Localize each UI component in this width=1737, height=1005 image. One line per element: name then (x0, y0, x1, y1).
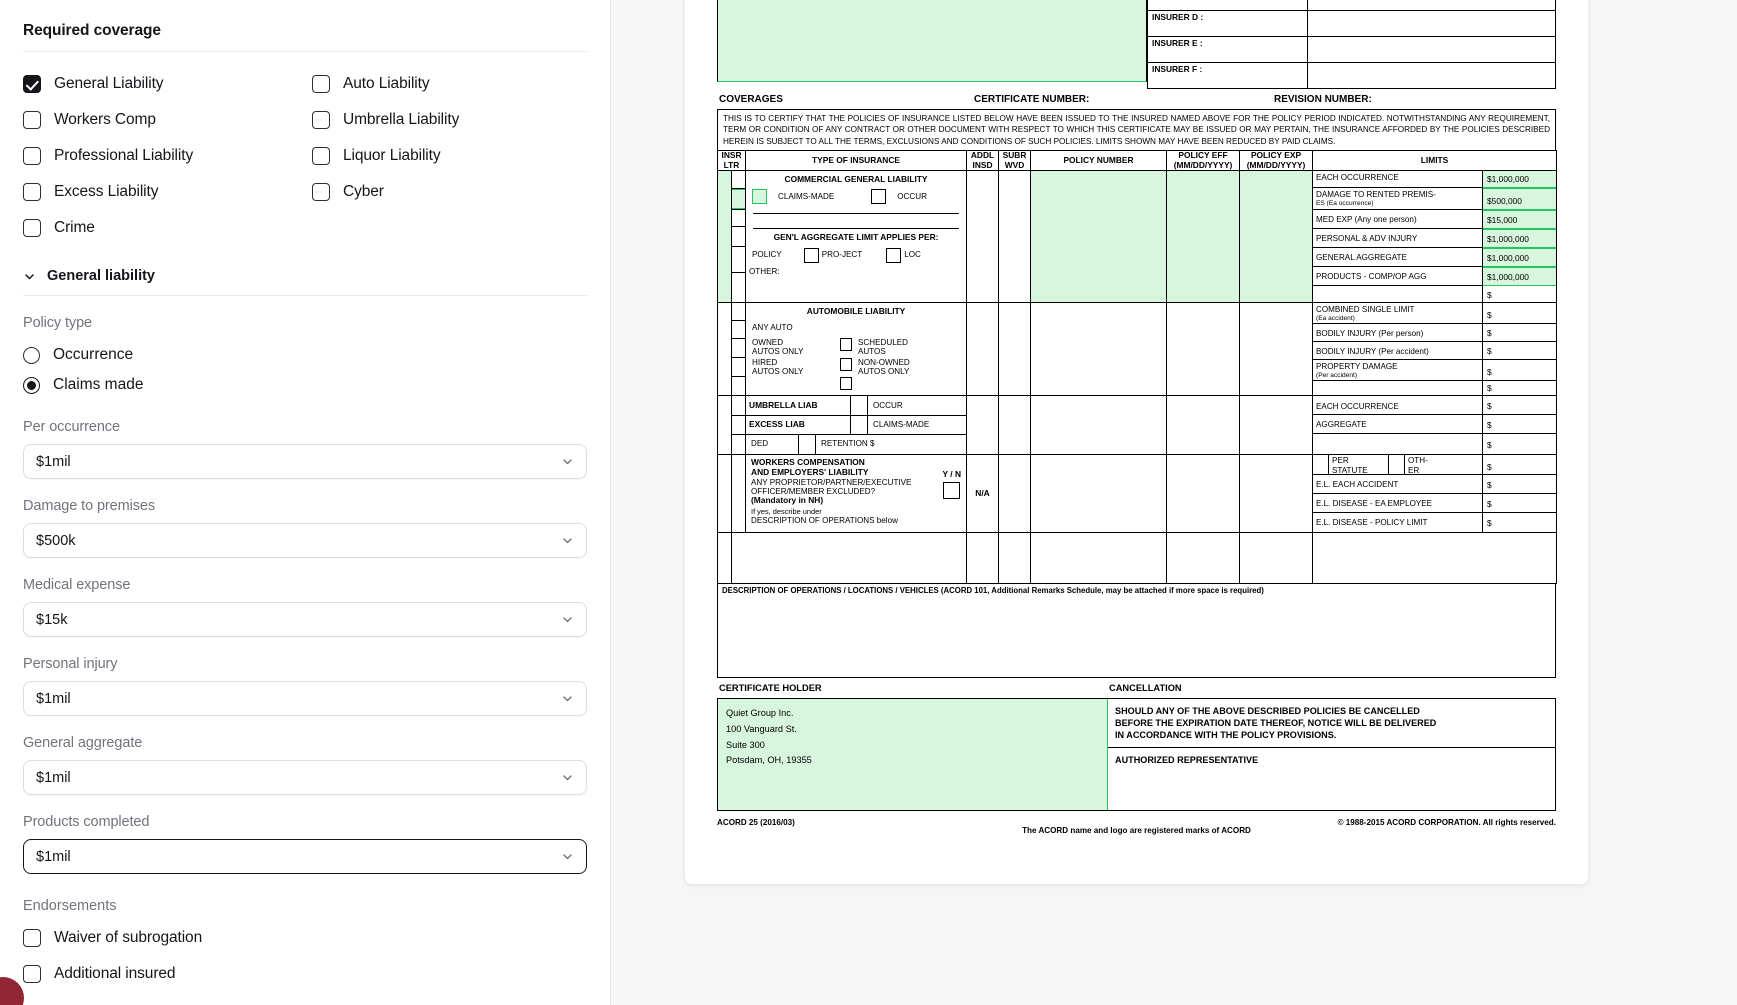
auto-owned-label: OWNED (752, 338, 784, 348)
wc-mandatory-note: (Mandatory in NH) (751, 495, 824, 506)
field-general-aggregate (23, 716, 587, 795)
cell-gl-policy-number[interactable] (1031, 171, 1167, 303)
checkbox-box-additional-insured[interactable] (23, 965, 41, 983)
description-of-operations-field[interactable] (718, 599, 1555, 677)
insured-name-box (717, 0, 1147, 82)
checkbox-wc-per-statute[interactable] (1313, 455, 1329, 474)
chevron-down-icon (561, 692, 574, 705)
document-viewer (611, 0, 1737, 1005)
checkbox-workers-comp[interactable] (23, 102, 312, 138)
checkbox-box-waiver-of-subrogation[interactable] (23, 929, 41, 947)
cell-gl-limit-labels (1313, 171, 1483, 303)
certificate-holder-box[interactable] (718, 699, 1108, 810)
cell-insr-ltr[interactable] (718, 303, 732, 396)
wc-question-1: ANY PROPRIETOR/PARTNER/EXECUTIVE (751, 477, 912, 487)
col-header-limits: LIMITS (1313, 151, 1557, 171)
insurer-row (1148, 62, 1556, 88)
authorized-representative-signature-field[interactable] (1108, 772, 1555, 810)
cell-gl-policy-exp[interactable] (1240, 171, 1313, 303)
gl-limit-label: EACH OCCURRENCE (1313, 171, 1482, 188)
authorized-representative-label: AUTHORIZED REPRESENTATIVE (1115, 755, 1259, 766)
auto-any-auto-label: ANY AUTO (752, 322, 793, 332)
page-title: Required coverage (23, 22, 161, 39)
policy-table-header-row (718, 151, 1557, 171)
select-per-occurrence[interactable] (23, 444, 587, 479)
umbrella-ded-label: DED (751, 439, 769, 449)
cell-wc-policy-exp[interactable] (1240, 455, 1313, 533)
wc-limit-label: E.L. EACH ACCIDENT (1313, 475, 1482, 494)
checkbox-crime[interactable] (23, 210, 312, 246)
select-value: $1mil (36, 848, 71, 865)
checkbox-waiver-of-subrogation[interactable] (23, 920, 587, 956)
gl-limit-value[interactable]: $1,000,000 (1483, 248, 1556, 267)
checkbox-box-auto-liability[interactable] (312, 75, 330, 93)
radio-label: Occurrence (53, 346, 134, 363)
field-damage-to-premises (23, 479, 587, 558)
cursor-indicator (0, 977, 24, 1005)
auto-limit-value[interactable]: $ (1483, 360, 1556, 381)
checkbox-gl-loc[interactable] (886, 248, 901, 263)
gl-limit-label: PRODUCTS - COMP/OP AGG (1313, 267, 1482, 286)
umbrella-retention-label: RETENTION $ (821, 439, 875, 449)
acord-form (717, 0, 1556, 835)
select-value: $500k (36, 532, 76, 549)
checkbox-gl-occur[interactable] (871, 189, 886, 204)
cell-auto-policy-eff[interactable] (1167, 303, 1240, 396)
chevron-down-icon (561, 771, 574, 784)
cell-gl-addl-insd[interactable] (967, 171, 999, 303)
radio-circle-claims-made[interactable] (23, 377, 40, 394)
col-header-policy-number: POLICY NUMBER (1031, 151, 1167, 171)
cell-blank-type[interactable] (732, 533, 967, 584)
checkbox-label: Additional insured (54, 965, 176, 982)
umb-limit-value[interactable]: $ (1483, 415, 1556, 434)
gl-limit-value[interactable]: $1,000,000 (1483, 229, 1556, 248)
gl-aggregate-applies-label: GEN'L AGGREGATE LIMIT APPLIES PER: (773, 231, 939, 242)
cancellation-line: IN ACCORDANCE WITH THE POLICY PROVISIONS. (1115, 730, 1337, 741)
auto-limit-label: BODILY INJURY (Per person) (1313, 324, 1482, 342)
auto-nonowned-label2: AUTOS ONLY (858, 367, 910, 377)
auto-limit-sublabel: (Per accident) (1316, 371, 1358, 379)
checkbox-box-umbrella-liability[interactable] (312, 111, 330, 129)
holder-line: Suite 300 (726, 739, 765, 750)
wc-limit-value[interactable]: $ (1483, 475, 1556, 494)
umb-limit-label: AGGREGATE (1313, 415, 1482, 434)
select-value: $1mil (36, 769, 71, 786)
auto-title: AUTOMOBILE LIABILITY (806, 306, 906, 317)
auto-nonowned-label: NON-OWNED (858, 357, 910, 367)
cell-auto-subr-wvd[interactable] (999, 303, 1031, 396)
checkbox-box-general-liability[interactable] (23, 75, 41, 93)
cancellation-line: SHOULD ANY OF THE ABOVE DESCRIBED POLICIES BE CANCELLED (1115, 705, 1420, 716)
checkbox-auto-nonowned[interactable] (840, 358, 852, 371)
auto-limit-label: PROPERTY DAMAGE (1316, 362, 1398, 372)
select-medical-expense[interactable] (23, 602, 587, 637)
acord-footer (717, 811, 1556, 835)
cell-auto-addl-insd[interactable] (967, 303, 999, 396)
checkbox-label: Crime (54, 219, 95, 236)
cell-wc-subr-wvd[interactable] (999, 455, 1031, 533)
cell-gl-subr-wvd[interactable] (999, 171, 1031, 303)
auto-hired-label2: AUTOS ONLY (752, 367, 804, 377)
checkbox-additional-insured[interactable] (23, 956, 587, 992)
cell-auto-policy-exp[interactable] (1240, 303, 1313, 396)
insurer-value[interactable] (1308, 36, 1556, 62)
checkbox-general-liability[interactable] (23, 66, 312, 102)
policy-row-blank (718, 533, 1557, 584)
cell-wc-policy-number[interactable] (1031, 455, 1167, 533)
wc-other-2: ER (1408, 465, 1420, 475)
policy-row-workers-compensation (718, 455, 1557, 533)
chevron-down-icon (561, 534, 574, 547)
certification-paragraph: THIS IS TO CERTIFY THAT THE POLICIES OF INSURANCE LISTED BELOW HAVE BEEN ISSUED TO THE INSURED NAMED ABOVE FOR THE POLICY PERIOD INDICATED. NOTWITHSTANDING ANY REQUIREMENT, TERM OR CONDITION OF ANY CONTRACT OR OTHER DOCUMENT WITH RESPECT TO WHICH THIS CERTIFICATE MAY BE ISSUED OR MAY PERTAIN, THE INSURANCE AFFORDED BY THE POLICIES DESCRIBED HEREIN IS SUBJECT TO ALL THE TERMS, EXCLUSIONS AND CONDITIONS OF SUCH POLICIES. LIMITS SHOWN MAY HAVE BEEN REDUCED BY PAID CLAIMS. (717, 109, 1556, 152)
cell-wc-description (746, 455, 967, 533)
cell-wc-limit-labels (1313, 455, 1483, 533)
chevron-down-icon (561, 850, 574, 863)
radio-label: Claims made (53, 376, 144, 393)
auto-limit-value[interactable]: $ (1483, 324, 1556, 342)
checkbox-excess-liability[interactable] (23, 174, 312, 210)
cell-umb-limit-labels (1313, 396, 1483, 455)
wc-limit-value[interactable]: $ (1487, 518, 1492, 529)
cell-gl-description (746, 171, 967, 303)
checkbox-label: Liquor Liability (343, 147, 441, 164)
cell-blank-policy-eff[interactable] (1167, 533, 1240, 584)
field-label: General aggregate (23, 735, 143, 751)
select-value: $15k (36, 611, 68, 628)
cell-insr-ltr[interactable] (718, 455, 732, 533)
select-value: $1mil (36, 690, 71, 707)
cell-umb-policy-number[interactable] (1031, 396, 1167, 455)
select-products-completed[interactable] (23, 839, 587, 874)
wc-statute-value[interactable]: $ (1483, 455, 1556, 475)
auto-limit-label: COMBINED SINGLE LIMIT (1316, 305, 1415, 315)
field-personal-injury (23, 637, 587, 716)
checkbox-umbrella-ded[interactable] (798, 435, 816, 454)
select-value: $1mil (36, 453, 71, 470)
cell-umb-policy-exp[interactable] (1240, 396, 1313, 455)
policy-row-general-liability (718, 171, 1557, 303)
holder-line: Quiet Group Inc. (726, 707, 794, 718)
field-label: Products completed (23, 814, 150, 830)
insurer-label: INSURER D : (1148, 10, 1308, 36)
revision-number-label: REVISION NUMBER: (1274, 93, 1372, 105)
cell-gl-type-boxes (732, 171, 746, 303)
gl-limit-value[interactable]: $1,000,000 (1483, 171, 1556, 188)
radio-occurrence[interactable] (23, 340, 587, 370)
holder-line: Potsdam, OH, 19355 (726, 755, 812, 766)
auto-limit-value[interactable]: $ (1483, 303, 1556, 324)
gl-limit-label: MED EXP (Any one person) (1313, 210, 1482, 229)
gl-limit-sublabel: ES (Ea occurrence) (1316, 199, 1374, 207)
checkbox-auto-extra[interactable] (840, 377, 852, 390)
gl-occur-label: OCCUR (897, 191, 927, 201)
field-products-completed (23, 795, 587, 874)
checkbox-umbrella-liability[interactable] (312, 102, 601, 138)
umbrella-claims-made-label: CLAIMS-MADE (873, 420, 930, 430)
endorsements-label: Endorsements (23, 898, 117, 914)
gl-policy-label: POLICY (752, 250, 782, 260)
gl-limit-label: GENERAL AGGREGATE (1313, 248, 1482, 267)
wc-per-statute-2: STATUTE (1332, 465, 1368, 475)
checkbox-label: Excess Liability (54, 183, 159, 200)
checkbox-auto-scheduled[interactable] (840, 338, 852, 351)
gl-limit-value[interactable]: $ (1487, 290, 1492, 301)
select-damage-to-premises[interactable] (23, 523, 587, 558)
umbrella-liab-label: UMBRELLA LIAB (749, 400, 818, 411)
cell-umb-addl-insd[interactable] (967, 396, 999, 455)
col-header-subr-wvd: SUBR WVD (999, 151, 1031, 171)
wc-title-1: WORKERS COMPENSATION (751, 457, 865, 468)
field-label: Medical expense (23, 577, 131, 593)
gl-claims-made-label: CLAIMS-MADE (778, 191, 835, 201)
gl-limit-label: DAMAGE TO RENTED PREMIS- (1316, 190, 1436, 200)
umb-limit-label: EACH OCCURRENCE (1313, 396, 1482, 415)
cell-auto-limit-labels (1313, 303, 1483, 396)
auto-limit-value[interactable]: $ (1483, 342, 1556, 360)
checkbox-label: Umbrella Liability (343, 111, 460, 128)
cell-umb-policy-eff[interactable] (1167, 396, 1240, 455)
cell-auto-description (746, 303, 967, 396)
col-header-insr-ltr: INSR LTR (718, 151, 746, 171)
cancellation-box (1108, 699, 1555, 810)
checkbox-wc-other[interactable] (1389, 455, 1405, 474)
gl-limit-value[interactable]: $1,000,000 (1483, 267, 1556, 286)
cell-wc-policy-eff[interactable] (1167, 455, 1240, 533)
checkbox-label: General Liability (54, 75, 164, 92)
cancellation-title: CANCELLATION (1109, 683, 1182, 694)
checkbox-cyber[interactable] (312, 174, 601, 210)
checkbox-box-liquor-liability[interactable] (312, 147, 330, 165)
checkbox-label: Workers Comp (54, 111, 156, 128)
gl-project-label: PRO-JECT (821, 250, 863, 260)
cell-umb-limit-values (1483, 396, 1557, 455)
policy-row-umbrella-excess (718, 396, 1557, 455)
chevron-down-icon (23, 270, 36, 283)
insurer-row (1148, 0, 1556, 10)
insurer-value[interactable] (1308, 62, 1556, 88)
umb-limit-value[interactable]: $ (1483, 396, 1556, 415)
insurer-label: INSURER E : (1148, 36, 1308, 62)
checkbox-label: Cyber (343, 183, 384, 200)
umbrella-occur-label: OCCUR (873, 401, 903, 411)
checkbox-wc-excluded[interactable] (943, 482, 960, 499)
checkbox-label: Waiver of subrogation (54, 929, 203, 946)
acord-certificate-page (685, 0, 1588, 884)
cancellation-line: BEFORE THE EXPIRATION DATE THEREOF, NOTICE WILL BE DELIVERED (1115, 717, 1437, 728)
checkbox-auto-liability[interactable] (312, 66, 601, 102)
field-policy-type (23, 296, 587, 400)
insurers-table (1147, 0, 1556, 89)
wc-ifyes-1: If yes, describe under (751, 506, 822, 516)
wc-yn-label: Y / N (942, 469, 962, 480)
checkbox-gl-project[interactable] (804, 248, 819, 263)
wc-title-2: AND EMPLOYERS' LIABILITY (751, 466, 869, 477)
gl-loc-label: LOC (904, 250, 921, 260)
cell-umb-subr-wvd[interactable] (999, 396, 1031, 455)
wc-per-statute-1: PER (1332, 456, 1349, 466)
col-header-addl-insd: ADDL INSD (967, 151, 999, 171)
coverages-title: COVERAGES (719, 93, 783, 105)
auto-owned-label2: AUTOS ONLY (752, 347, 804, 357)
certificate-holder-title: CERTIFICATE HOLDER (719, 683, 822, 694)
field-label: Damage to premises (23, 498, 155, 514)
coverage-sidebar (0, 0, 611, 1005)
cell-insr-ltr[interactable] (718, 396, 732, 455)
cell-auto-type-boxes (732, 303, 746, 396)
checkbox-umbrella-occur[interactable] (850, 396, 868, 415)
acord-copyright: © 1988-2015 ACORD CORPORATION. All rights reserved. (1337, 818, 1556, 828)
form-id: ACORD 25 (2016/03) (717, 818, 795, 828)
cell-auto-policy-number[interactable] (1031, 303, 1167, 396)
wc-other-1: OTH- (1408, 456, 1428, 466)
cell-blank-limits[interactable] (1313, 533, 1557, 584)
holder-line: 100 Vanguard St. (726, 723, 797, 734)
gl-limit-label: PERSONAL & ADV INJURY (1313, 229, 1482, 248)
insurer-value[interactable] (1308, 10, 1556, 36)
checkbox-box-professional-liability[interactable] (23, 147, 41, 165)
coverages-band (717, 89, 1556, 109)
required-coverage-checkbox-grid (23, 52, 587, 246)
gl-title: COMMERCIAL GENERAL LIABILITY (784, 174, 928, 185)
cell-blank-policy-exp[interactable] (1240, 533, 1313, 584)
cell-auto-limit-values (1483, 303, 1557, 396)
checkbox-gl-claims-made[interactable] (752, 189, 767, 204)
cell-umbrella-description (746, 396, 967, 455)
radio-claims-made[interactable] (23, 370, 587, 400)
wc-limit-value[interactable]: $ (1483, 494, 1556, 513)
radio-circle-occurrence[interactable] (23, 347, 40, 364)
section-label: General liability (47, 268, 155, 284)
description-of-operations-block (717, 584, 1556, 678)
col-header-type-of-insurance: TYPE OF INSURANCE (746, 151, 967, 171)
insurer-label (1148, 0, 1308, 10)
auto-limit-label: BODILY INJURY (Per accident) (1313, 342, 1482, 360)
gl-limit-value[interactable]: $15,000 (1483, 210, 1556, 229)
wc-question-2: OFFICER/MEMBER EXCLUDED? (751, 486, 876, 496)
col-header-policy-eff: POLICY EFF (MM/DD/YYYY) (1167, 151, 1240, 171)
field-label: Policy type (23, 315, 93, 331)
insurer-row (1148, 36, 1556, 62)
select-personal-injury[interactable] (23, 681, 587, 716)
checkbox-label: Professional Liability (54, 147, 194, 164)
auto-scheduled-label2: AUTOS (858, 347, 886, 357)
checkbox-box-workers-comp[interactable] (23, 111, 41, 129)
cell-wc-type-box[interactable] (732, 455, 746, 533)
field-medical-expense (23, 558, 587, 637)
umb-limit-value[interactable]: $ (1487, 440, 1492, 451)
cell-gl-policy-eff[interactable] (1167, 171, 1240, 303)
cell-blank-addl[interactable] (967, 533, 999, 584)
field-per-occurrence (23, 400, 587, 479)
cell-umb-type-boxes (732, 396, 746, 455)
cell-insr-ltr[interactable] (718, 533, 732, 584)
gl-limit-value[interactable]: $500,000 (1483, 188, 1556, 210)
policy-row-automobile-liability (718, 303, 1557, 396)
field-label: Personal injury (23, 656, 118, 672)
section-toggle-general-liability[interactable] (23, 246, 587, 295)
wc-limit-label: E.L. DISEASE - POLICY LIMIT (1316, 518, 1428, 528)
gl-other-label: OTHER: (749, 266, 780, 276)
checkbox-label: Auto Liability (343, 75, 430, 92)
insurer-label: INSURER F : (1148, 62, 1308, 88)
auto-hired-label: HIRED (752, 357, 778, 367)
auto-limit-value[interactable]: $ (1487, 383, 1492, 394)
wc-na-label: N/A (967, 455, 999, 533)
select-general-aggregate[interactable] (23, 760, 587, 795)
field-label: Per occurrence (23, 419, 120, 435)
checkbox-liquor-liability[interactable] (312, 138, 601, 174)
chevron-down-icon (561, 613, 574, 626)
col-header-policy-exp: POLICY EXP (MM/DD/YYYY) (1240, 151, 1313, 171)
wc-limit-label: E.L. DISEASE - EA EMPLOYEE (1313, 494, 1482, 513)
checkbox-box-excess-liability[interactable] (23, 183, 41, 201)
cell-blank-policy-number[interactable] (1031, 533, 1167, 584)
cell-blank-subr[interactable] (999, 533, 1031, 584)
policy-table (717, 150, 1557, 584)
checkbox-box-cyber[interactable] (312, 183, 330, 201)
certificate-number-label: CERTIFICATE NUMBER: (974, 93, 1090, 105)
insurer-value[interactable] (1308, 0, 1556, 10)
checkbox-box-crime[interactable] (23, 219, 41, 237)
description-of-operations-label: DESCRIPTION OF OPERATIONS / LOCATIONS / VEHICLES (ACORD 101, Additional Remarks Schedule, may be attached if more space is required) (722, 586, 1264, 596)
checkbox-professional-liability[interactable] (23, 138, 312, 174)
cell-gl-limit-values (1483, 171, 1557, 303)
auto-limit-sublabel: (Ea accident) (1316, 314, 1355, 322)
cell-insr-ltr[interactable] (718, 171, 732, 303)
holder-cancellation-boxes (717, 698, 1556, 811)
wc-ifyes-2: DESCRIPTION OF OPERATIONS below (751, 516, 898, 526)
cell-wc-limit-values (1483, 455, 1557, 533)
insurer-row (1148, 10, 1556, 36)
excess-liab-label: EXCESS LIAB (749, 419, 805, 430)
checkbox-umbrella-claims-made[interactable] (850, 416, 868, 434)
acord-trademark-note: The ACORD name and logo are registered marks of ACORD (1022, 826, 1251, 836)
holder-cancellation-band (717, 678, 1556, 698)
chevron-down-icon (561, 455, 574, 468)
auto-scheduled-label: SCHEDULED (858, 338, 908, 348)
